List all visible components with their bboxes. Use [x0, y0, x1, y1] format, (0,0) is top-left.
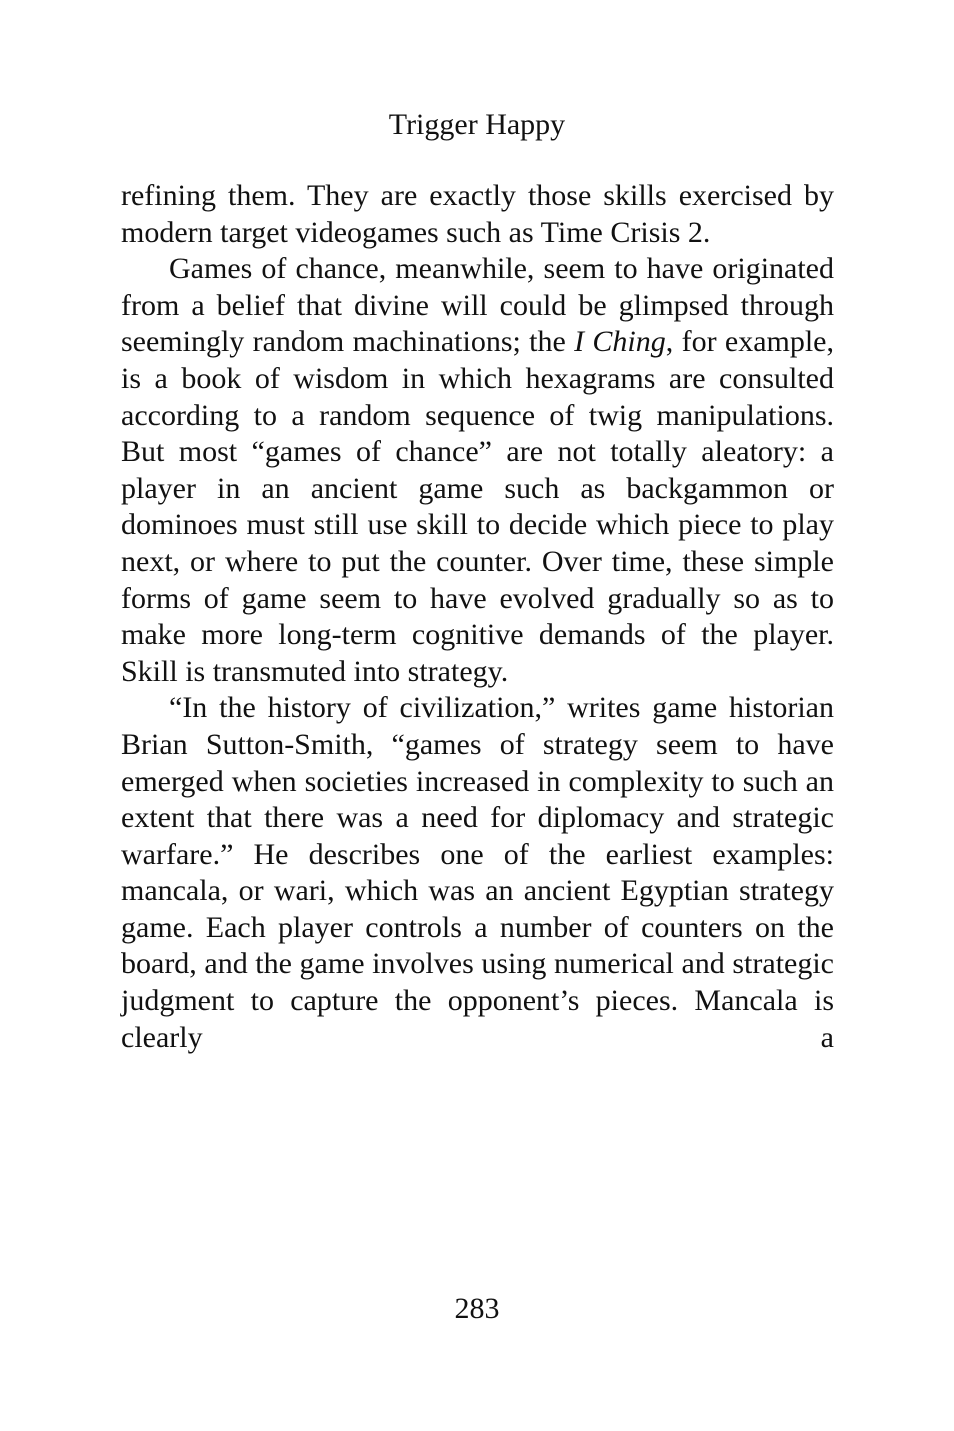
running-header: Trigger Happy	[388, 108, 566, 141]
book-title: I Ching	[574, 325, 666, 359]
paragraph-1: refining them. They are exactly those skills exercised by modern target videogames such as Time Crisis 2.	[121, 179, 834, 249]
paragraph-2-text-end: , for example, is a book of wisdom in which hexagrams are consulted according to a random sequence of twig manipulations. But most “games of chance” are not totally aleatory: a player in an ancient game such as backgammon or dominoes must still use skill to decide which piece to play next, or where to put the counter. Over time, these simple forms of game seem to have evolved gradually so as to make more long-term cognitive demands of the player. Skill is transmuted into strategy.	[121, 325, 834, 688]
body-text	[121, 178, 834, 1056]
page-number: 283	[454, 1292, 500, 1325]
paragraph-3: “In the history of civilization,” writes game historian Brian Sutton-Smith, “games of strategy seem to have emerged when societies increased in complexity to such an extent that there was a need for diplomacy and strategic warfare.” He describes one of the earliest examples: mancala, or wari, which was an ancient Egyptian strategy game. Each player controls a number of counters on the board, and the game involves using numerical and strategic judgment to capture the opponent’s pieces. Mancala is clearly a	[121, 691, 834, 1054]
paragraph-2	[121, 251, 834, 690]
paragraph-2-text-start: Games of chance, meanwhile, seem to have originated from a belief that divine will could be glimpsed through seemingly random machinations; the	[121, 252, 834, 359]
